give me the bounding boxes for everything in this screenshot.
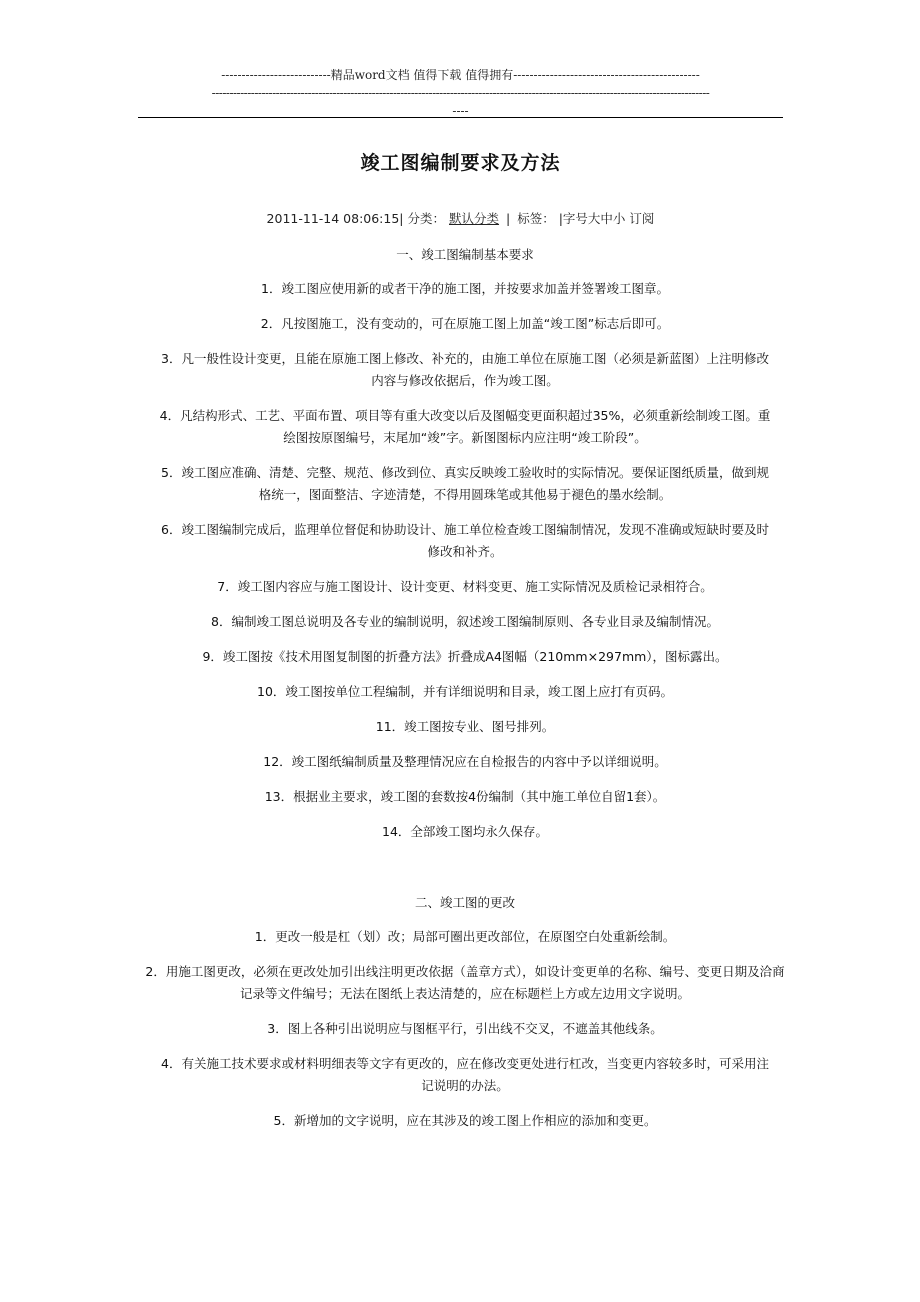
subscribe-link[interactable]: 订阅 [629,211,655,226]
list-item: 5．竣工图应准确、清楚、完整、规范、修改到位、真实反映竣工验收时的实际情况。要保证图纸质量，做到规格统一，图面整洁、字迹清楚，不得用圆珠笔或其他易于褪色的墨水绘制。 [161,465,769,502]
header-rule [138,117,783,118]
section-spacer [145,856,785,892]
list-item: 14．全部竣工图均永久保存。 [382,824,548,839]
category-link[interactable]: 默认分类 [449,211,500,226]
list-item: 4．有关施工技术要求或材料明细表等文字有更改的，应在修改变更处进行杠改，当变更内容较多时，可采用注记说明的办法。 [161,1056,769,1093]
list-item: 12．竣工图纸编制质量及整理情况应在自检报告的内容中予以详细说明。 [263,754,667,769]
list-item: 6．竣工图编制完成后，监理单位督促和协助设计、施工单位检查竣工图编制情况，发现不准确或短缺时要及时修改和补齐。 [161,522,769,559]
list-item: 8．编制竣工图总说明及各专业的编制说明，叙述竣工图编制原则、各专业目录及编制情况。 [211,614,719,629]
list-item: 2．用施工图更改，必须在更改处加引出线注明更改依据（盖章方式），如设计变更单的名称、编号、变更日期及洽商记录等文件编号；无法在图纸上表达清楚的，应在标题栏上方或左边用文字说明。 [145,964,785,1001]
tags-label: 标签： [517,211,555,226]
article-body [145,244,785,1145]
list-item: 3．凡一般性设计变更，且能在原施工图上修改、补充的，由施工单位在原施工图（必须是新蓝图）上注明修改内容与修改依据后，作为竣工图。 [161,351,769,388]
article-meta [138,210,783,228]
header-dash-line-end: ---- [452,104,469,118]
header-dash-line: -------------------------------------------------------------------------------------------------------------------------------------------- [211,86,710,100]
list-item: 2．凡按图施工，没有变动的，可在原施工图上加盖“竣工图”标志后即可。 [260,316,670,331]
list-item: 7．竣工图内容应与施工图设计、设计变更、材料变更、施工实际情况及质检记录相符合。 [217,579,713,594]
meta-separator: | [506,211,511,226]
list-item: 11．竣工图按专业、图号排列。 [375,719,555,734]
list-item: 13．根据业主要求，竣工图的套数按4份编制（其中施工单位自留1套）。 [264,789,666,804]
list-item: 1．竣工图应使用新的或者干净的施工图，并按要求加盖并签署竣工图章。 [261,281,669,296]
font-size-control[interactable]: |字号大中小 [558,211,626,226]
list-item: 3．图上各种引出说明应与图框平行，引出线不交叉，不遮盖其他线条。 [267,1021,663,1036]
section-title: 一、竣工图编制基本要求 [396,247,534,262]
category-label: 分类： [407,211,446,226]
post-date: 2011-11-14 08:06:15| [266,211,404,226]
page-header [138,66,783,120]
list-item: 10．竣工图按单位工程编制，并有详细说明和目录，竣工图上应打有页码。 [257,684,673,699]
list-item: 9．竣工图按《技术用图复制图的折叠方法》折叠成A4图幅（210mm×297mm），图标露出。 [202,649,728,664]
list-item: 4．凡结构形式、工艺、平面布置、项目等有重大改变以后及图幅变更面积超过35%，必须重新绘制竣工图。重绘图按原图编号，末尾加“竣”字。新图图标内应注明“竣工阶段”。 [159,408,771,445]
header-banner: ---------------------------精品word文档 值得下载 值得拥有---------------------------------------------- [221,68,700,82]
article-title: 竣工图编制要求及方法 [360,152,561,174]
section-title: 二、竣工图的更改 [414,895,515,910]
list-item: 1．更改一般是杠（划）改；局部可圈出更改部位，在原图空白处重新绘制。 [254,929,676,944]
list-item: 5．新增加的文字说明，应在其涉及的竣工图上作相应的添加和变更。 [273,1113,657,1128]
